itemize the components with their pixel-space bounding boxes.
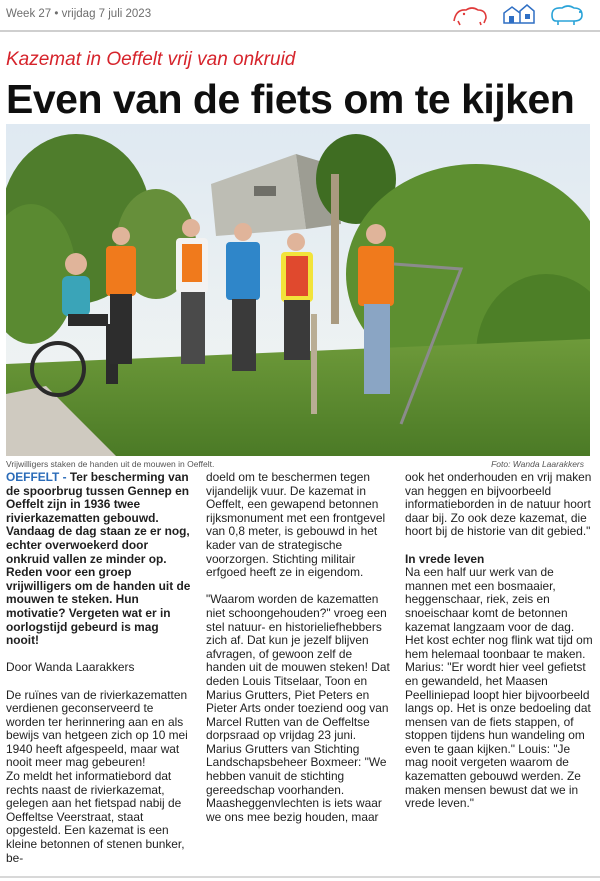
byline: Door Wanda Laarakkers [6, 660, 135, 675]
photo-caption: Vrijwilligers staken de handen uit de mouwen in Oeffelt. [6, 459, 215, 469]
body-paragraph: Na een half uur werk van de mannen met een bosmaaier, heggenschaar, riek, zeis en snoeischaar komt de betonnen kazemat langzaam voor de dag. Het kost echter nog flink wat tijd om hem helemaal toonbaar te maken. [405, 565, 593, 661]
article-kicker: Kazemat in Oeffelt vrij van onkruid [6, 49, 296, 70]
body-paragraph: "Waarom worden de kazematten niet schoongehouden?" vroeg een stel natuur- en historieliefhebbers zich af. Dat kun je jezelf blijven afvragen, of gewoon zelf de handen uit de mouwen steken! Dat deden Louis Titselaar, Toon en Marius Grutters, Piet Peters en Pieter Arts onder toeziend oog van Marcel Rutten van de Oeffeltse dorpsraad op vrijdag 23 juni. [206, 592, 390, 743]
body-paragraph: doeld om te beschermen tegen vijandelijk vuur. De kazemat in Oeffelt, een gewapend betonnen rijksmonument met een frontgevel van 0,8 meter, is gebouwd in het kader van de strategische voorzorgen. Stichting militair erfgoed heeft ze in eigendom. [206, 470, 386, 580]
logo-group [448, 1, 588, 27]
body-paragraph: Marius Grutters van Stichting Landschapsbeheer Boxmeer: "We hebben vanuit de stichting gereedschap voorhanden. Maasheggenvlechten is iets waar we ons mee bezig houden, maar [206, 741, 387, 824]
photo-credit: Foto: Wanda Laarakkers [491, 459, 584, 469]
article-column-2 [206, 471, 394, 824]
issue-date: Week 27 • vrijdag 7 juli 2023 [6, 8, 152, 20]
person-1 [106, 227, 136, 364]
intro-text: Ter bescherming van de spoorbrug tussen Gennep en Oeffelt zijn in 1936 twee rivierkazematten gebouwd. Vandaag de dag staan ze er nog, echter overwoekerd door onkruid vallen ze minder op. Reden voor een groep vrijwilligers om de handen uit de mouwen te steken. Hun motivatie? Vergeten wat er in oorlogstijd gebeurd is mag nooit! [6, 470, 191, 648]
person-4 [281, 233, 313, 360]
body-paragraph: Marius: "Er wordt hier veel gefietst en gewandeld, het Maasen Peelliniepad loopt hier bijvoorbeeld langs op. Het is onze bedoeling dat mensen van de fiets stappen, of stoppen tijdens hun wandeling om even te gaan kijken." Louis: "Je mag nooit vergeten waarom de kazematten gebouwd werden. Ze maken mensen bewust dat we in vrede leven." [405, 660, 591, 811]
page-header [0, 0, 600, 30]
body-paragraph: Zo meldt het informatiebord dat rechts naast de rivierkazemat, gelegen aan het fietspad nabij de Oeffeltse Veerstraat, staat opgesteld. Een kazemat is een kleine betonnen of stenen bunker, be- [6, 769, 185, 865]
dog-logo-icon [448, 1, 492, 27]
page-bottom-divider [0, 876, 600, 878]
article-headline: Even van de fiets om te kijken [6, 76, 575, 122]
house-logo-icon [496, 1, 540, 27]
article-column-3 [405, 471, 593, 811]
body-paragraph: ook het onderhouden en vrij maken van heggen en bijvoorbeeld informatieborden in de natuur hoort daar bij. Zo ook deze kazemat, die hoort bij de historie van dit gebied." [405, 470, 592, 539]
section-subhead: In vrede leven [405, 551, 485, 566]
body-paragraph: De ruïnes van de rivierkazematten verdienen geconserveerd te worden ter herinnering aan en als bewijs van hetgeen zich op 10 mei 1940 heeft afgespeeld, maar wat nooit meer mag gebeuren! [6, 687, 188, 770]
header-divider [0, 30, 600, 32]
sheep-logo-icon [544, 1, 588, 27]
article-column-1 [6, 471, 191, 865]
dateline-place: OEFFELT - [6, 470, 67, 484]
intro-paragraph [6, 471, 191, 648]
volunteers-photo-illustration [6, 124, 590, 456]
article-photo [6, 124, 590, 456]
